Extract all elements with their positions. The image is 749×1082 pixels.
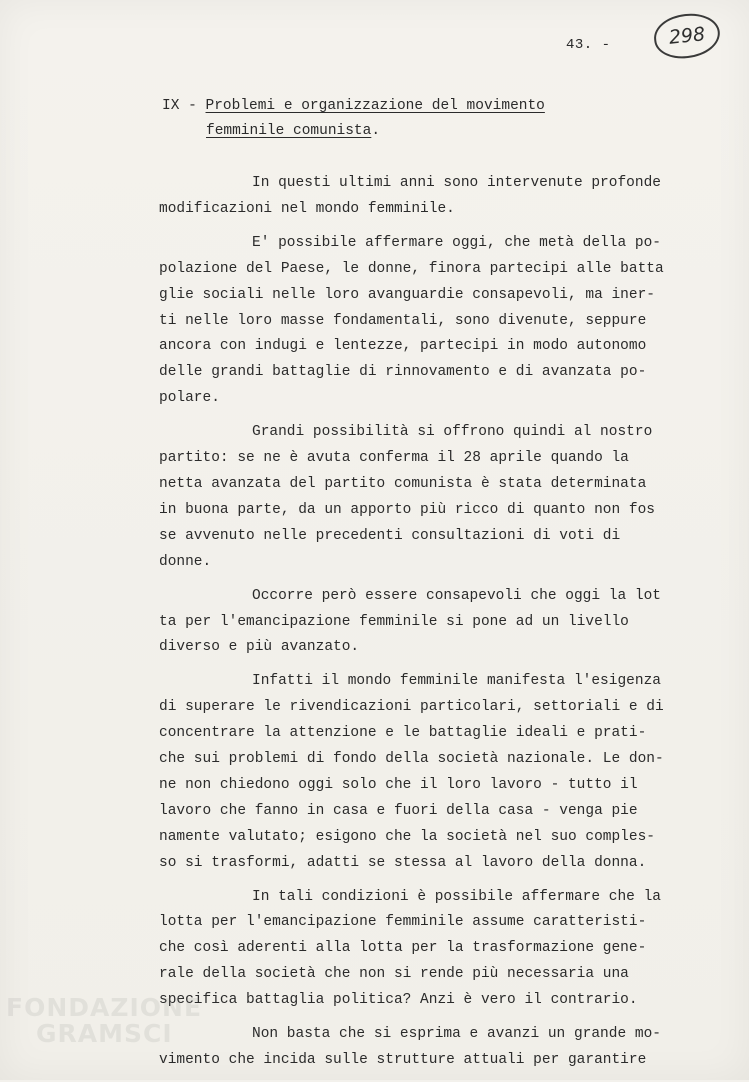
heading-prefix: IX -	[162, 98, 206, 114]
text-line: ne non chiedono oggi solo che il loro lavoro - tutto il	[159, 776, 638, 793]
text-line: modificazioni nel mondo femminile.	[159, 200, 455, 217]
text-line: In tali condizioni è possibile affermare che la	[252, 888, 661, 905]
watermark-line-2: GRAMSCI	[36, 1019, 173, 1048]
text-line: ta per l'emancipazione femminile si pone ad un livello	[159, 613, 629, 630]
heading-line-1	[162, 94, 545, 119]
text-line: di superare le rivendicazioni particolari, settoriali e di	[159, 699, 664, 716]
text-line: glie sociali nelle loro avanguardie consapevoli, ma iner-	[159, 286, 655, 303]
text-line: che così aderenti alla lotta per la trasformazione gene-	[159, 940, 647, 957]
text-line: rale della società che non si rende più necessaria una	[159, 966, 629, 983]
heading-period: .	[371, 123, 381, 139]
text-line: ti nelle loro masse fondamentali, sono divenute, seppure	[159, 312, 647, 329]
text-line: Non basta che si esprima e avanzi un grande mo-	[252, 1026, 661, 1043]
paragraph-2	[159, 231, 689, 412]
text-line: se avvenuto nelle precedenti consultazioni di voti di	[159, 527, 621, 544]
paragraph-4	[159, 584, 689, 662]
text-line: namente valutato; esigono che la società nel suo comples-	[159, 828, 655, 845]
heading-title-part-1: Problemi e organizzazione del movimento	[205, 98, 545, 114]
text-line: Grandi possibilità si offrono quindi al nostro	[252, 424, 653, 441]
watermark-line-1: FONDAZIONE	[6, 993, 203, 1022]
text-line: donne.	[159, 553, 212, 570]
paragraph-3	[159, 420, 689, 575]
text-line: lavoro che fanno in casa e fuori della casa - venga pie	[159, 802, 638, 819]
heading-title-part-2: femminile comunista	[206, 123, 372, 139]
text-line: polare.	[159, 390, 220, 407]
text-line: delle grandi battaglie di rinnovamento e di avanzata po-	[159, 364, 647, 381]
text-line: lotta per l'emancipazione femminile assume caratteristi-	[159, 914, 647, 931]
text-line: specifica battaglia politica? Anzi è vero il contrario.	[159, 992, 638, 1009]
body-text	[159, 171, 689, 1082]
section-heading	[162, 94, 545, 144]
heading-line-2	[162, 119, 545, 144]
paragraph-7	[159, 1022, 689, 1074]
paragraph-1	[159, 171, 689, 223]
text-line: Infatti il mondo femminile manifesta l'esigenza	[252, 673, 661, 690]
page-number: 43. -	[566, 37, 611, 53]
text-line: in buona parte, da un apporto più ricco di quanto non fos	[159, 501, 655, 518]
text-line: E' possibile affermare oggi, che metà della po-	[252, 234, 661, 251]
fondazione-gramsci-watermark	[6, 995, 202, 1047]
text-line: concentrare la attenzione e le battaglie ideali e prati-	[159, 725, 647, 742]
paragraph-6	[159, 885, 689, 1015]
text-line: vimento che incida sulle strutture attuali per garantire	[159, 1052, 647, 1068]
text-line: so si trasformi, adatti se stessa al lavoro della donna.	[159, 854, 647, 871]
archive-stamp-number: 298	[652, 11, 722, 62]
text-line: In questi ultimi anni sono intervenute profonde	[252, 175, 661, 191]
text-line: polazione del Paese, le donne, finora partecipi alle batta	[159, 260, 664, 277]
paragraph-5	[159, 669, 689, 876]
text-line: che sui problemi di fondo della società nazionale. Le don-	[159, 751, 664, 768]
text-line: diverso e più avanzato.	[159, 639, 360, 656]
text-line: ancora con indugi e lentezze, partecipi in modo autonomo	[159, 338, 647, 355]
text-line: Occorre però essere consapevoli che oggi la lot	[252, 587, 661, 604]
text-line: partito: se ne è avuta conferma il 28 aprile quando la	[159, 450, 629, 467]
text-line: netta avanzata del partito comunista è stata determinata	[159, 475, 647, 492]
